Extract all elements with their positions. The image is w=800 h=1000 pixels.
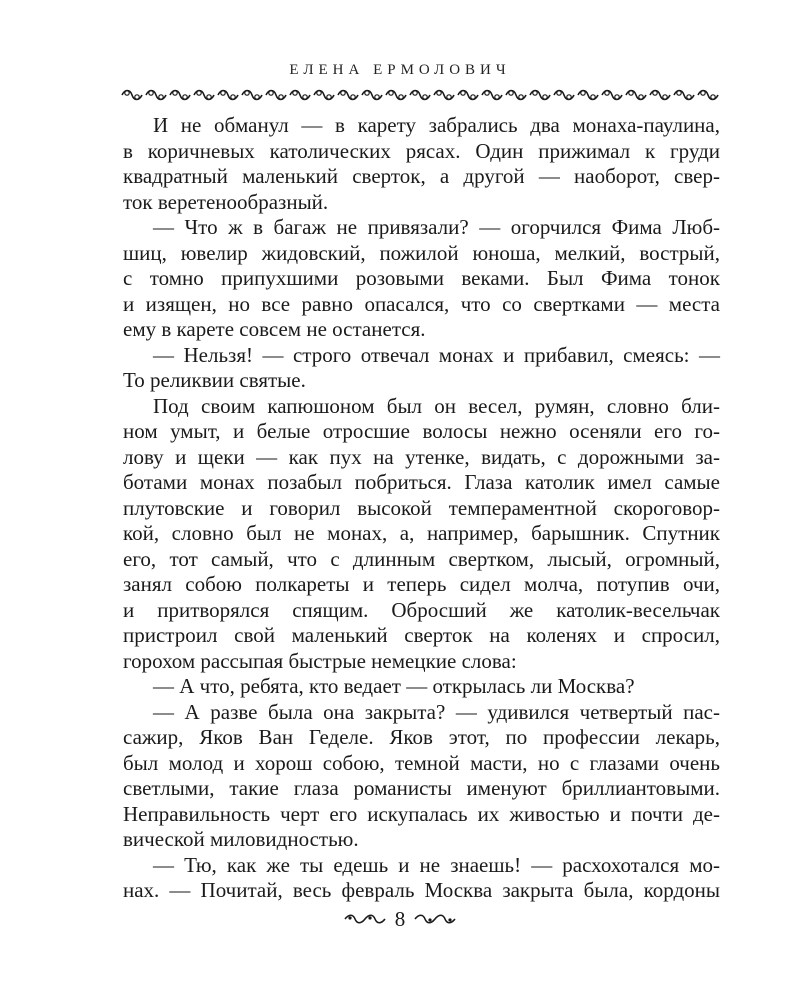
text-line-content: в коричневых католических рясах. Один прижимал к груди: [123, 138, 720, 163]
footer-ornament-left: [343, 912, 387, 926]
text-line-content: — А что, ребята, кто ведает — открылась ли Москва?: [153, 674, 635, 698]
text-line: [123, 853, 720, 879]
text-line: [123, 572, 720, 598]
text-line-content: — Тю, как же ты едешь и не знаешь! — расхохотался мо-: [153, 852, 720, 877]
footer-ornament-right: [413, 912, 457, 926]
running-head: ЕЛЕНА ЕРМОЛОВИЧ: [289, 62, 511, 78]
text-line: [123, 164, 720, 190]
text-line-content: шиц, ювелир жидовский, пожилой юноша, мелкий, вострый,: [123, 240, 720, 265]
text-line-content: с томно припухшими розовыми веками. Был Фима тонок: [123, 266, 720, 290]
text-line-content: и притворялся спящим. Обросший же католик-весельчак: [123, 597, 720, 622]
text-line: [123, 496, 720, 522]
text-line-content: плутовские и говорил высокой темпераментной скороговор-: [123, 495, 720, 520]
text-line: [123, 190, 720, 216]
text-line-content: и изящен, но все равно опасался, что со свертками — места: [123, 291, 720, 316]
decorative-border-ornament: [120, 86, 720, 104]
text-line: [123, 776, 720, 802]
text-line: [123, 368, 720, 394]
text-line: [123, 139, 720, 165]
text-line: [123, 241, 720, 267]
text-line: [123, 725, 720, 751]
body-text: [123, 113, 720, 904]
text-line-content: светлыми, такие глаза романисты именуют бриллиантовыми.: [123, 776, 720, 800]
text-line-content: квадратный маленький сверток, а другой — наоборот, свер-: [123, 164, 720, 188]
text-line: [123, 394, 720, 420]
text-line-content: Неправильность черт его искупалась их живостью и почти де-: [123, 801, 720, 826]
text-line: [123, 649, 720, 675]
text-line-content: его, тот самый, что с длинным свертком, лысый, огромный,: [123, 546, 720, 571]
text-line-content: пристроил свой маленький сверток на коленях и спросил,: [123, 623, 720, 647]
page-number: 8: [394, 906, 406, 931]
text-line: [123, 700, 720, 726]
text-line-content: — Что ж в багаж не привязали? — огорчился Фима Люб-: [153, 215, 720, 239]
text-line-content: И не обманул — в карету забрались два монаха-паулина,: [153, 113, 720, 137]
text-line-content: сажир, Яков Ван Геделе. Яков этот, по профессии лекарь,: [123, 725, 720, 749]
text-line: [123, 674, 720, 700]
text-line: [123, 827, 720, 853]
text-line: [123, 113, 720, 139]
text-line-content: был молод и хорош собою, темной масти, но с глазами очень: [123, 750, 720, 775]
text-line: [123, 470, 720, 496]
text-line-content: ему в карете совсем не останется.: [123, 317, 426, 341]
text-line-content: горохом рассыпая быстрые немецкие слова:: [123, 648, 517, 673]
page-footer: [0, 905, 800, 933]
text-line-content: То реликвии святые.: [123, 368, 306, 392]
text-line-content: занял собою полкареты и теперь сидел молча, потупив очи,: [123, 572, 720, 596]
text-line: [123, 419, 720, 445]
text-line: [123, 445, 720, 471]
text-line-content: — А разве была она закрыта? — удивился четвертый пас-: [153, 699, 720, 724]
text-line: [123, 623, 720, 649]
text-line-content: ток веретенообразный.: [123, 189, 329, 214]
text-line: [123, 751, 720, 777]
text-line-content: лову и щеки — как пух на утенке, видать, с дорожными за-: [123, 444, 720, 469]
text-line: [123, 598, 720, 624]
text-line-content: — Нельзя! — строго отвечал монах и прибавил, смеясь: —: [153, 342, 720, 367]
text-line: [123, 878, 720, 904]
text-line-content: Под своим капюшоном был он весел, румян, словно бли-: [153, 393, 720, 418]
text-line: [123, 317, 720, 343]
text-line: [123, 292, 720, 318]
text-line: [123, 802, 720, 828]
text-line-content: нах. — Почитай, весь февраль Москва закрыта была, кордоны: [123, 878, 720, 902]
text-line: [123, 266, 720, 292]
text-line-content: ном умыт, и белые отросшие волосы нежно осеняли его го-: [123, 419, 720, 443]
text-line: [123, 343, 720, 369]
text-line-content: вической миловидностью.: [123, 827, 359, 851]
text-line: [123, 215, 720, 241]
text-line-content: кой, словно был не монах, а, например, барышник. Спутник: [123, 521, 720, 545]
text-line: [123, 547, 720, 573]
text-line: [123, 521, 720, 547]
text-line-content: ботами монах позабыл побриться. Глаза католик имел самые: [123, 470, 720, 494]
